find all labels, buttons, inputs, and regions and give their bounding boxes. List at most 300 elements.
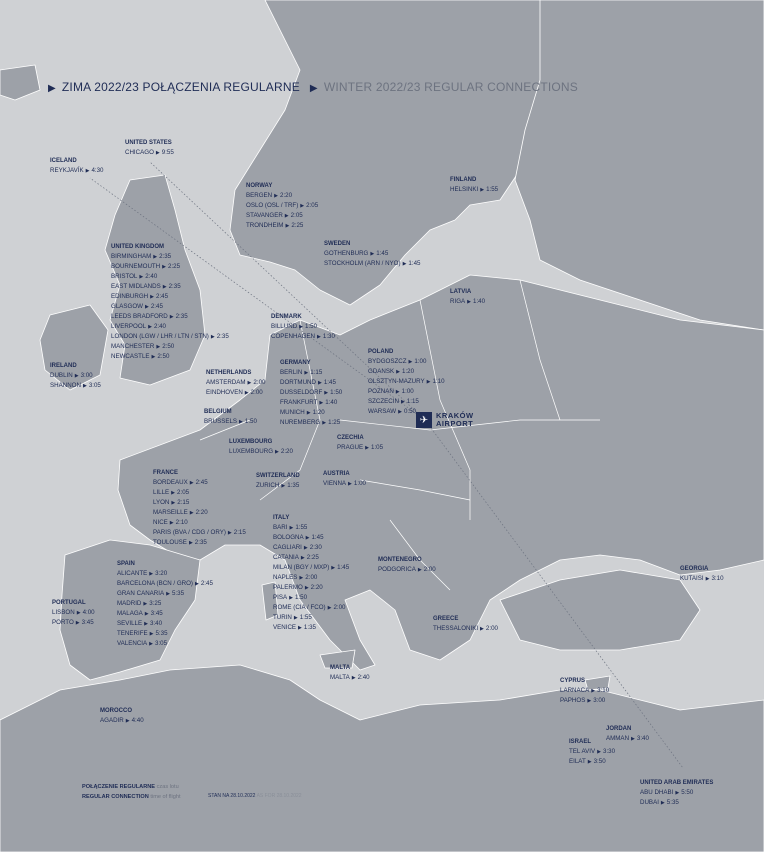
destination-city: MADRID xyxy=(117,600,142,607)
destination-city: THESSALONIKI xyxy=(433,625,479,632)
destination-row xyxy=(117,629,213,639)
destination-city: LILLE xyxy=(153,489,170,496)
flight-time: 2:05 xyxy=(306,202,319,209)
destination-city: BERLIN xyxy=(280,369,303,376)
destination-city: BRISTOL xyxy=(111,273,138,280)
country-name: GERMANY xyxy=(280,360,311,366)
destination-row xyxy=(153,528,246,538)
arrow-icon: ▶ xyxy=(194,581,199,587)
arrow-icon: ▶ xyxy=(305,535,310,541)
country-name: SWEDEN xyxy=(324,241,351,247)
country-group-czechia xyxy=(337,434,383,453)
arrow-icon: ▶ xyxy=(631,736,635,742)
arrow-icon: ▶ xyxy=(317,380,322,386)
country-group-portugal xyxy=(52,599,95,628)
destination-city: GRAN CANARIA xyxy=(117,590,165,597)
country-name: PORTUGAL xyxy=(52,600,86,606)
country-group-switzerland xyxy=(256,472,300,491)
arrow-icon: ▶ xyxy=(304,370,309,376)
destination-city: STAVANGER xyxy=(246,212,283,219)
flight-time: 1:30 xyxy=(322,333,335,340)
destination-city: CHICAGO xyxy=(125,149,154,156)
country-name: MOROCCO xyxy=(100,708,132,714)
destination-row xyxy=(206,388,265,398)
flight-time: 2:40 xyxy=(357,674,370,681)
country-name: GEORGIA xyxy=(680,566,709,572)
destination-row xyxy=(273,603,349,613)
destination-city: TENERIFE xyxy=(117,630,148,637)
arrow-icon: ▶ xyxy=(149,641,154,647)
flight-time: 1:40 xyxy=(473,298,486,305)
arrow-icon: ▶ xyxy=(293,615,298,621)
country-group-austria xyxy=(323,470,366,489)
flight-time: 3:20 xyxy=(155,570,168,577)
country-name: POLAND xyxy=(368,349,394,355)
arrow-icon: ▶ xyxy=(331,565,336,571)
country-group-finland xyxy=(450,176,498,195)
arrow-icon: ▶ xyxy=(480,187,485,193)
flight-time: 2:50 xyxy=(157,353,170,360)
destination-row xyxy=(153,498,246,508)
destination-city: LUXEMBOURG xyxy=(229,448,274,455)
flight-time: 4:00 xyxy=(82,609,95,616)
arrow-icon: ▶ xyxy=(139,274,144,280)
arrow-icon: ▶ xyxy=(171,490,176,496)
destination-row xyxy=(117,639,213,649)
flight-time: 1:00 xyxy=(353,480,366,487)
country-name: DENMARK xyxy=(271,314,302,320)
arrow-icon: ▶ xyxy=(144,611,149,617)
arrow-icon: ▶ xyxy=(162,264,167,270)
arrow-icon: ▶ xyxy=(348,481,352,487)
destination-city: PORTO xyxy=(52,619,74,626)
destination-row xyxy=(117,569,213,579)
flight-time: 1:35 xyxy=(303,624,316,631)
arrow-icon: ▶ xyxy=(299,324,303,330)
destination-city: EILAT xyxy=(569,758,586,765)
legend-en-bold: REGULAR CONNECTION xyxy=(82,794,149,800)
destination-city: ALICANTE xyxy=(117,570,148,577)
arrow-icon: ▶ xyxy=(169,314,174,320)
flight-time: 2:45 xyxy=(150,303,163,310)
country-group-latvia xyxy=(450,288,485,307)
legend xyxy=(82,782,181,802)
destination-row xyxy=(273,533,349,543)
country-group-norway xyxy=(246,182,318,231)
arrow-icon: ▶ xyxy=(417,567,422,573)
arrow-icon: ▶ xyxy=(705,576,710,582)
destination-city: BIRMINGHAM xyxy=(111,253,152,260)
country-group-belgium xyxy=(204,408,257,427)
arrow-icon: ▶ xyxy=(591,688,596,694)
flight-time: 1:45 xyxy=(408,260,421,267)
destination-city: GLASGOW xyxy=(111,303,143,310)
destination-row xyxy=(111,312,229,322)
destination-city: ROME (CIA / FCO) xyxy=(273,604,326,611)
arrow-icon: ▶ xyxy=(75,620,80,626)
arrow-icon: ▶ xyxy=(189,480,194,486)
flight-time: 1:20 xyxy=(312,409,325,416)
country-group-poland xyxy=(368,348,445,417)
country-group-uae xyxy=(640,779,713,808)
destination-city: DORTMUND xyxy=(280,379,316,386)
destination-row xyxy=(324,249,420,259)
arrow-icon: ▶ xyxy=(189,510,194,516)
destination-row xyxy=(50,166,104,176)
arrow-icon: ▶ xyxy=(597,749,601,755)
destination-row xyxy=(246,221,318,231)
country-name: GREECE xyxy=(433,616,459,622)
destination-row xyxy=(378,565,436,575)
arrow-icon: ▶ xyxy=(125,718,130,724)
flight-time: 3:00 xyxy=(80,372,93,379)
country-group-israel xyxy=(569,738,615,767)
flight-time: 2:50 xyxy=(162,343,175,350)
arrow-icon: ▶ xyxy=(144,304,149,310)
destination-row xyxy=(111,342,229,352)
destination-city: SEVILLE xyxy=(117,620,143,627)
country-name: FRANCE xyxy=(153,470,178,476)
destination-row xyxy=(273,563,349,573)
destination-row xyxy=(560,696,609,706)
destination-row xyxy=(273,623,349,633)
arrow-icon: ▶ xyxy=(284,213,289,219)
destination-row xyxy=(273,613,349,623)
country-group-spain xyxy=(117,560,213,649)
destination-row xyxy=(125,148,174,158)
destination-city: PRAGUE xyxy=(337,444,364,451)
flight-time: 3:40 xyxy=(149,620,163,627)
country-name: ISRAEL xyxy=(569,739,592,745)
arrow-icon: ▶ xyxy=(587,759,592,765)
destination-city: TEL AVIV xyxy=(569,748,596,755)
destination-city: MILAN (BGY / MXP) xyxy=(273,564,330,571)
destination-row xyxy=(50,371,101,381)
flight-time: 1:20 xyxy=(402,368,415,375)
arrow-icon: ▶ xyxy=(395,389,400,395)
destination-city: NAPLES xyxy=(273,574,298,581)
destination-city: POZNAN xyxy=(368,388,394,395)
arrow-icon: ▶ xyxy=(148,324,152,330)
destination-row xyxy=(337,443,383,453)
destination-row xyxy=(111,282,229,292)
destination-row xyxy=(153,488,246,498)
flight-time: 2:35 xyxy=(194,539,207,546)
flight-time: 3:40 xyxy=(636,735,649,742)
destination-row xyxy=(52,618,95,628)
arrow-icon: ▶ xyxy=(300,555,305,561)
flight-time: 1:55 xyxy=(486,186,499,193)
destination-row xyxy=(450,185,498,195)
country-group-cyprus xyxy=(560,677,609,706)
flight-time: 2:10 xyxy=(175,519,188,526)
country-name: MONTENEGRO xyxy=(378,557,422,563)
destination-row xyxy=(50,381,101,391)
destination-row xyxy=(368,397,445,407)
country-name: LUXEMBOURG xyxy=(229,439,273,445)
destination-city: PODGORICA xyxy=(378,566,416,573)
plane-icon: ✈ xyxy=(416,412,432,428)
arrow-icon: ▶ xyxy=(239,419,243,425)
arrow-icon: ▶ xyxy=(227,530,232,536)
flight-time: 3:45 xyxy=(150,610,163,617)
country-group-denmark xyxy=(271,313,335,342)
destination-row xyxy=(569,747,615,757)
legend-pl-bold: POŁĄCZENIE REGULARNE xyxy=(82,784,156,790)
destination-row xyxy=(111,332,229,342)
destination-city: BARI xyxy=(273,524,288,531)
date-stamp xyxy=(208,793,302,799)
flight-time: 1:05 xyxy=(371,444,384,451)
flight-time: 2:00 xyxy=(423,566,436,573)
arrow-icon: ▶ xyxy=(82,383,87,389)
country-name: UNITED ARAB EMIRATES xyxy=(640,780,714,786)
arrow-icon: ▶ xyxy=(76,610,81,616)
flight-time: 3:25 xyxy=(149,600,162,607)
arrow-icon: ▶ xyxy=(244,390,249,396)
destination-row xyxy=(560,686,609,696)
country-group-georgia xyxy=(680,565,724,584)
destination-row xyxy=(680,574,724,584)
destination-row xyxy=(271,322,335,332)
flight-time: 2:20 xyxy=(310,584,323,591)
flight-time: 2:25 xyxy=(168,263,181,270)
destination-row xyxy=(280,378,342,388)
flight-time: 1:40 xyxy=(325,399,338,406)
flight-time: 2:35 xyxy=(216,333,229,340)
country-name: CYPRUS xyxy=(560,678,586,684)
destination-row xyxy=(273,583,349,593)
arrow-icon: ▶ xyxy=(398,409,402,415)
flight-time: 1:50 xyxy=(330,389,343,396)
destination-city: COPENHAGEN xyxy=(271,333,316,340)
flight-time: 2:20 xyxy=(280,192,293,199)
country-group-ireland xyxy=(50,362,101,391)
flight-time: 4:40 xyxy=(131,717,144,724)
country-name: SWITZERLAND xyxy=(256,473,300,479)
flight-time: 3:00 xyxy=(593,697,606,704)
arrow-icon: ▶ xyxy=(149,631,154,637)
destination-row xyxy=(153,478,246,488)
country-name: MALTA xyxy=(330,665,351,671)
country-name: IRELAND xyxy=(50,363,77,369)
country-name: LATVIA xyxy=(450,289,472,295)
arrow-icon: ▶ xyxy=(171,500,176,506)
flight-time: 2:30 xyxy=(309,544,322,551)
destination-city: STOCKHOLM (ARN / NYO) xyxy=(324,260,401,267)
destination-city: OLSZTYN-MAZURY xyxy=(368,378,425,385)
country-group-france xyxy=(153,469,246,548)
arrow-icon: ▶ xyxy=(317,334,321,340)
flight-time: 2:40 xyxy=(145,273,158,280)
country-group-sweden xyxy=(324,240,420,269)
flight-time: 5:35 xyxy=(666,799,679,806)
destination-city: LISBON xyxy=(52,609,75,616)
arrow-icon: ▶ xyxy=(351,675,356,681)
country-name: ICELAND xyxy=(50,158,77,164)
destination-city: LEEDS BRADFORD xyxy=(111,313,168,320)
flight-time: 2:05 xyxy=(290,212,303,219)
destination-city: LIVERPOOL xyxy=(111,323,147,330)
arrow-icon: ▶ xyxy=(210,334,215,340)
arrow-icon: ▶ xyxy=(322,420,327,426)
destination-city: RIGA xyxy=(450,298,466,305)
destination-city: EAST MIDLANDS xyxy=(111,283,161,290)
arrow-icon: ▶ xyxy=(365,445,369,451)
heading-pl-marker-icon: ▶ xyxy=(48,83,56,94)
country-group-iceland xyxy=(50,157,104,176)
destination-row xyxy=(368,387,445,397)
destination-city: BERGEN xyxy=(246,192,273,199)
arrow-icon: ▶ xyxy=(274,193,278,199)
destination-row xyxy=(111,322,229,332)
destination-city: TRONDHEIM xyxy=(246,222,284,229)
flight-time: 1:00 xyxy=(414,358,427,365)
country-group-montenegro xyxy=(378,556,436,575)
destination-row xyxy=(153,538,246,548)
destination-row xyxy=(246,211,318,221)
destination-city: EDINBURGH xyxy=(111,293,149,300)
destination-city: MUNICH xyxy=(280,409,305,416)
arrow-icon: ▶ xyxy=(324,390,329,396)
flight-time: 3:05 xyxy=(88,382,101,389)
destination-city: AGADIR xyxy=(100,717,124,724)
destination-city: ZURICH xyxy=(256,482,280,489)
legend-pl-light: czas lotu xyxy=(156,784,179,790)
destination-row xyxy=(368,367,445,377)
flight-time: 2:45 xyxy=(195,479,208,486)
destination-row xyxy=(153,518,246,528)
destination-city: NEWCASTLE xyxy=(111,353,150,360)
destination-row xyxy=(111,352,229,362)
destination-row xyxy=(206,378,265,388)
flight-time: 2:00 xyxy=(485,625,498,632)
arrow-icon: ▶ xyxy=(74,373,79,379)
arrow-icon: ▶ xyxy=(169,520,174,526)
flight-time: 1:45 xyxy=(376,250,389,257)
destination-city: BILLUND xyxy=(271,323,298,330)
destination-city: VALENCIA xyxy=(117,640,148,647)
flight-time: 2:15 xyxy=(177,499,190,506)
destination-city: CATANIA xyxy=(273,554,299,561)
flight-time: 1:45 xyxy=(311,534,324,541)
destination-row xyxy=(368,407,445,417)
destination-row xyxy=(280,408,342,418)
arrow-icon: ▶ xyxy=(298,625,302,631)
flight-time: 1:55 xyxy=(295,524,308,531)
destination-city: AMSTERDAM xyxy=(206,379,246,386)
heading-pl: ZIMA 2022/23 POŁĄCZENIA REGULARNE xyxy=(61,80,300,94)
stamp-en: AS FOR 28.10.2022 xyxy=(256,793,302,799)
arrow-icon: ▶ xyxy=(85,168,90,174)
destination-city: GOTHENBURG xyxy=(324,250,369,257)
flight-time: 1:50 xyxy=(305,323,318,330)
flight-time: 1:50 xyxy=(244,418,257,425)
destination-row xyxy=(111,302,229,312)
country-name: NETHERLANDS xyxy=(206,370,252,376)
destination-city: BORDEAUX xyxy=(153,479,188,486)
stamp-pl: STAN NA 28.10.2022 xyxy=(208,793,256,799)
destination-city: BRUSSELS xyxy=(204,418,238,425)
flight-time: 3:45 xyxy=(81,619,94,626)
country-group-germany xyxy=(280,359,342,428)
flight-time: 1:25 xyxy=(328,419,341,426)
destination-city: HELSINKI xyxy=(450,186,479,193)
arrow-icon: ▶ xyxy=(289,525,294,531)
destination-city: ABU DHABI xyxy=(640,789,674,796)
destination-row xyxy=(450,297,485,307)
destination-city: PALERMO xyxy=(273,584,303,591)
destination-row xyxy=(111,262,229,272)
flight-time: 3:10 xyxy=(597,687,610,694)
country-group-greece xyxy=(433,615,498,634)
arrow-icon: ▶ xyxy=(275,449,279,455)
arrow-icon: ▶ xyxy=(426,379,431,385)
destination-row xyxy=(330,673,370,683)
logo-line2: AIRPORT xyxy=(436,419,474,428)
destination-city: BARCELONA (BCN / GRO) xyxy=(117,580,193,587)
destination-city: BOURNEMOUTH xyxy=(111,263,161,270)
heading-en: WINTER 2022/23 REGULAR CONNECTIONS xyxy=(323,80,579,94)
destination-city: KUTAISI xyxy=(680,575,704,582)
arrow-icon: ▶ xyxy=(370,251,375,257)
flight-time: 3:05 xyxy=(155,640,168,647)
country-group-netherlands xyxy=(206,369,265,398)
arrow-icon: ▶ xyxy=(144,621,148,627)
arrow-icon: ▶ xyxy=(162,284,167,290)
arrow-icon: ▶ xyxy=(143,601,148,607)
flight-time: 5:50 xyxy=(681,789,694,796)
flight-time: 1:50 xyxy=(294,594,308,601)
arrow-icon: ▶ xyxy=(299,575,304,581)
destination-city: LARNACA xyxy=(560,687,590,694)
arrow-icon: ▶ xyxy=(281,483,286,489)
destination-row xyxy=(246,201,318,211)
arrow-icon: ▶ xyxy=(285,223,290,229)
arrow-icon: ▶ xyxy=(408,359,413,365)
destination-city: NICE xyxy=(153,519,168,526)
country-group-united-kingdom xyxy=(111,243,229,362)
arrow-icon: ▶ xyxy=(156,344,161,350)
arrow-icon: ▶ xyxy=(400,399,405,405)
destination-row xyxy=(273,593,349,603)
arrow-icon: ▶ xyxy=(151,354,156,360)
destination-row xyxy=(280,418,342,428)
arrow-icon: ▶ xyxy=(587,698,592,704)
country-group-malta xyxy=(330,664,370,683)
destination-city: DUBAI xyxy=(640,799,659,806)
flight-time: 2:25 xyxy=(306,554,319,561)
destination-city: EINDHOVEN xyxy=(206,389,243,396)
flight-time: 1:00 xyxy=(401,388,414,395)
flight-time: 2:00 xyxy=(250,389,263,396)
destination-city: MANCHESTER xyxy=(111,343,155,350)
flight-time: 1:35 xyxy=(287,482,300,489)
country-group-italy xyxy=(273,514,349,633)
destination-city: PARIS (BVA / CDG / ORY) xyxy=(153,529,226,536)
legend-en-light: time of flight xyxy=(150,794,181,800)
destination-row xyxy=(204,417,257,427)
country-name: NORWAY xyxy=(246,183,273,189)
destination-row xyxy=(100,716,144,726)
destination-row xyxy=(280,368,342,378)
flight-time: 2:00 xyxy=(253,379,266,386)
destination-city: LONDON (LGW / LHR / LTN / STN) xyxy=(111,333,209,340)
destination-city: PISA xyxy=(273,594,288,601)
flight-time: 5:35 xyxy=(171,590,185,597)
destination-row xyxy=(229,447,293,457)
flight-time: 3:10 xyxy=(711,575,724,582)
